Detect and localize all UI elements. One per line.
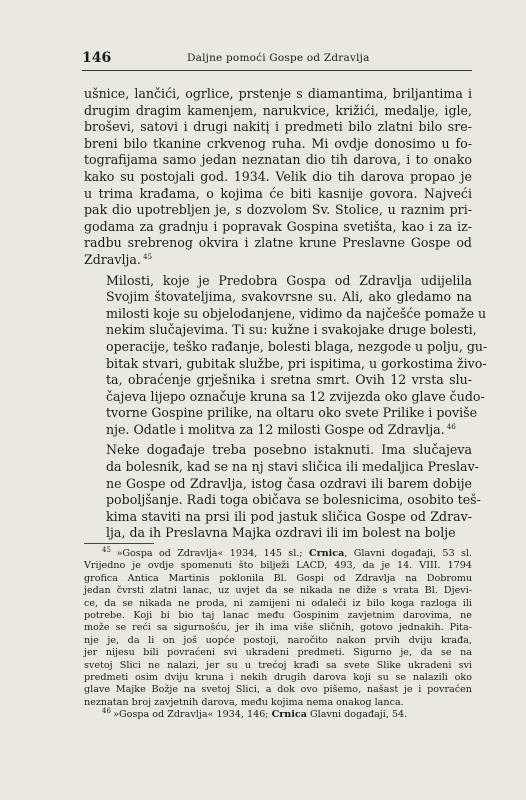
text-line: breni bilo tkanine crkvenog ruha. Mi ovdje donosimo u fo- bbox=[84, 135, 472, 151]
text-line: broševi, satovi i drugi nakitį i predmeti bilo zlatni bilo sre- bbox=[84, 119, 472, 135]
text-line: da bolesnik, kad se na nj stavi sličica ili medaljica Preslav- bbox=[106, 459, 479, 475]
footnote bbox=[84, 545, 472, 709]
footnote-line: svetoj Slici ne nalazi, jer su u trećoj krađi sa svete Slike ukradeni svi bbox=[84, 659, 472, 671]
footnotes bbox=[84, 545, 472, 722]
text-line: bitak stvari, gubitak službe, pri ispitima, u gorkostima živo- bbox=[106, 355, 487, 371]
text-line: Milosti, koje je Predobra Gospa od Zdravlja udijelila bbox=[106, 272, 472, 288]
footnote-separator bbox=[84, 543, 154, 544]
footnote-line: $^{46}$ »Gospa od Zdravlja« 1934, 146; Crnica Glavni događaji, 54. bbox=[102, 707, 408, 721]
paragraph bbox=[84, 272, 488, 439]
text-line: tvorne Gospine prilike, na oltaru oko svete Prilike i poviše bbox=[106, 405, 478, 421]
text-line: nje. Odatle i molitva za 12 milosti Gospe od Zdravlja. $^{46}$ bbox=[106, 421, 456, 437]
footnote-mark: 46 bbox=[102, 707, 114, 716]
text-line: ušnice, lančići, ogrlice, prstenje s diamantima, briljantima i bbox=[84, 86, 472, 101]
text-line: drugim dragim kamenjem, narukvice, križići, medalje, igle, bbox=[84, 102, 472, 118]
paragraph bbox=[84, 86, 472, 269]
footnote-line: potrebe. Koji bi bio taj lanac među Gospinim zavjetnim darovima, ne bbox=[84, 610, 472, 622]
page-number: 146 bbox=[82, 50, 112, 66]
text-line: ne Gospe od Zdravlja, istog časa ozdravi ili barem dobije bbox=[106, 475, 472, 491]
footnote-line: $^{45}$ »Gospa od Zdravlja« 1934, 145 sl.; Crnica, Glavni događaji, 53 sl. bbox=[102, 545, 472, 559]
text-line: čajeva lijepo označuje kruna sa 12 zvijezda oko glave čudo- bbox=[106, 388, 485, 404]
footnote-line: jer nijesu bili povraćeni svi ukradeni predmeti. Sigurno je, da se na bbox=[84, 647, 472, 659]
page-header bbox=[82, 48, 472, 71]
text-line: poboljšanje. Radi toga običava se bolesnicima, osobito teš- bbox=[106, 492, 481, 508]
footnote-line: predmeti osim dviju kruna i nekih drugih darova koji su se nalazili oko bbox=[84, 672, 472, 684]
text-line: Neke događaje treba posebno istaknuti. Ima slučajeva bbox=[106, 442, 472, 458]
footnote-line: neznatan broj zavjetnih darova, među kojima nema onakog lanca. bbox=[84, 696, 404, 708]
footnote-mark: 45 bbox=[102, 545, 117, 554]
text-line: godama za gradnju i popravak Gospina svetišta, kao i za iz- bbox=[84, 218, 472, 234]
text-line: tografijama samo jedan neznatan dio tih darova, i to onako bbox=[84, 152, 472, 168]
text-line: milosti koje su objelodanjene, vidimo da najčešće pomaže u bbox=[106, 305, 487, 321]
text-line: radbu srebrenog okvira i zlatne krune Preslavne Gospe od bbox=[84, 235, 472, 251]
footnote-line: nje je, da li on još uopće postoji, naročito nakon prvih dviju krađa, bbox=[84, 634, 472, 646]
footnote-line: može se reći sa sigurnošću, jer ih ima više sličnih, gotovo jednakih. Pita- bbox=[84, 622, 472, 634]
footnote-line: Vrijedno je ovdje spomenuti što bilježi LACD, 493, da je 14. VIII. 1794 bbox=[84, 560, 472, 572]
text-line: kima staviti na prsi ili pod jastuk sličica Gospe od Zdrav- bbox=[106, 508, 472, 524]
text-line: pak dio upotrebljen je, s dozvolom Sv. Stolice, u raznim pri- bbox=[84, 202, 472, 218]
text-line: Svojim štovateljima, svakovrsne su. Ali, ako gledamo na bbox=[106, 289, 472, 305]
body-text bbox=[84, 86, 488, 542]
footnote-line: glave Majke Božje na svetoj Slici, a dok ovo pišemo, našast je i povraćen bbox=[84, 684, 472, 696]
footnote-reference[interactable]: 45 bbox=[140, 252, 153, 261]
paragraph bbox=[84, 442, 481, 542]
footnote bbox=[84, 709, 472, 721]
footnote-line: jedan čvrsti zlatni lanac, uz uvjet da se nikada ne diže s vrata Bl. Djevi- bbox=[84, 585, 472, 597]
text-line: operacije, teško rađanje, bolesti blaga, nezgode u polju, gu- bbox=[106, 338, 488, 354]
text-line: u trima krađama, o kojima će biti kasnije govora. Najveći bbox=[84, 185, 472, 201]
footnote-line: ce, da se nikada ne proda, ni zamijeni ni odaleči iz bilo koga razloga ili bbox=[84, 597, 472, 609]
text-line: nekim slučajevima. Ti su: kužne i svakojake druge bolesti, bbox=[106, 322, 477, 338]
running-title: Daljne pomoći Gospe od Zdravlja bbox=[187, 52, 370, 64]
text-line: kako su postojali god. 1934. Velik dio tih darova propao je bbox=[84, 168, 472, 184]
footnote-reference[interactable]: 46 bbox=[444, 422, 456, 431]
text-line: Zdravlja. $^{45}$ bbox=[84, 251, 153, 267]
text-line: lja, da ih Preslavna Majka ozdravi ili im bolest na bolje bbox=[106, 525, 456, 541]
text-line: ta, obraćenje grješnika i sretna smrt. Ovih 12 vrsta slu- bbox=[106, 372, 472, 388]
footnote-line: grofica Antica Martinis poklonila Bl. Gospi od Zdravlja na Dobromu bbox=[84, 572, 472, 584]
